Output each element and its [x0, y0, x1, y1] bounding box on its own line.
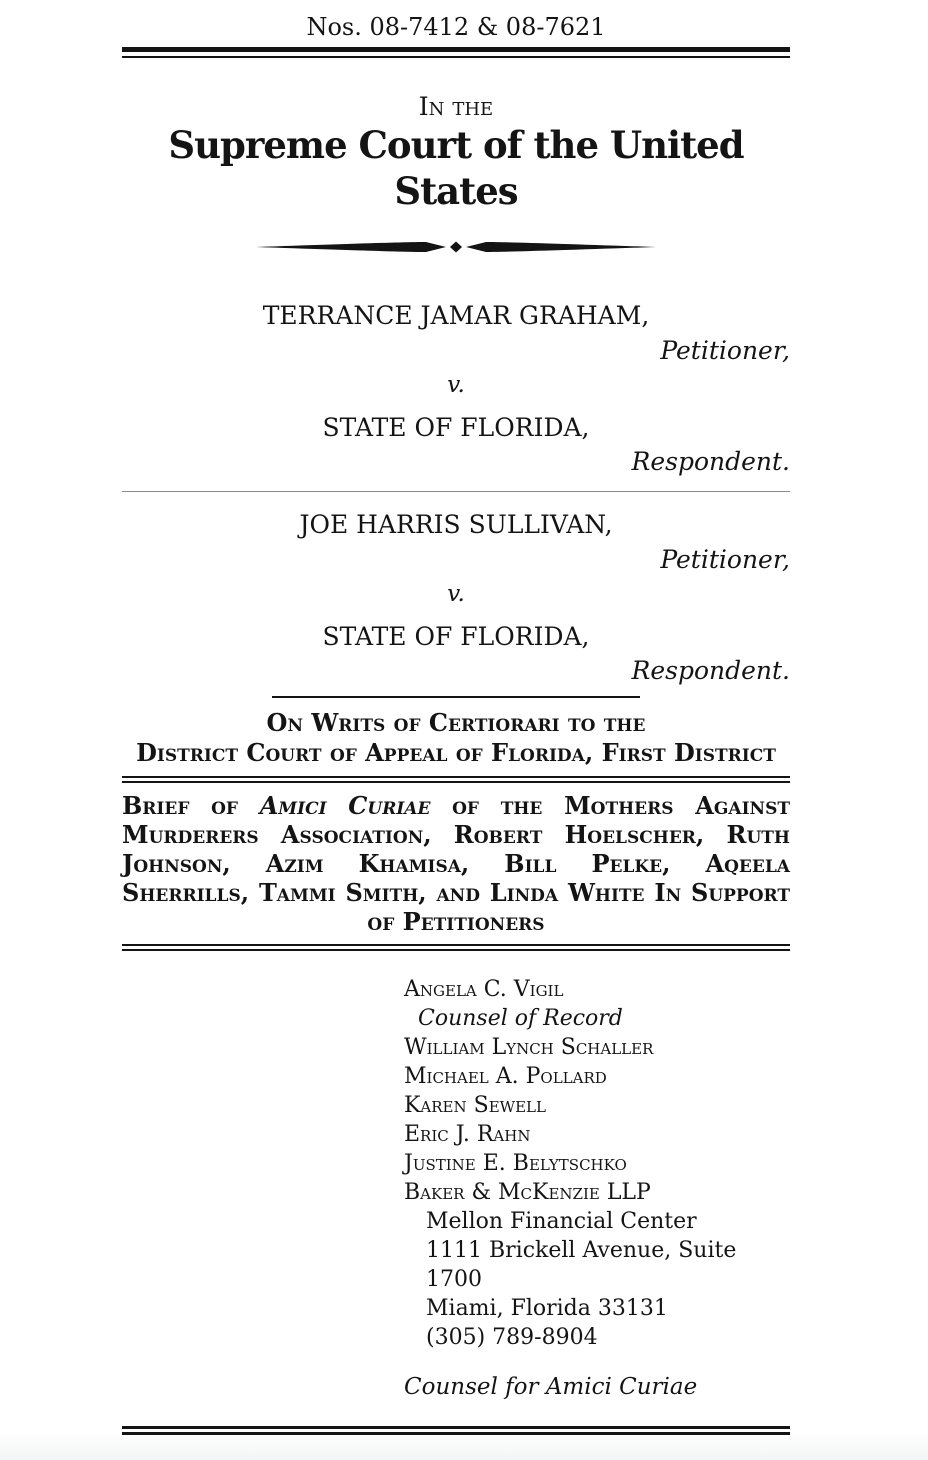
docket-numbers: Nos. 08-7412 & 08-7621 — [306, 13, 606, 41]
counsel-name: Eric J. Rahn — [404, 1122, 531, 1147]
petitioner-role: Petitioner, — [660, 545, 790, 574]
counsel-of-record-label: Counsel of Record — [418, 1006, 623, 1031]
petitioner-name: JOE HARRIS SULLIVAN, — [299, 510, 613, 539]
brief-title-lead: Brief of — [122, 791, 260, 820]
respondent-role: Respondent. — [631, 447, 790, 476]
counsel-block — [404, 975, 790, 1352]
petitioner-role: Petitioner, — [660, 336, 790, 365]
counsel-name: Michael A. Pollard — [404, 1064, 607, 1089]
address-line: Mellon Financial Center — [426, 1209, 697, 1234]
respondent-name: STATE OF FLORIDA, — [322, 622, 590, 651]
versus-label: v. — [447, 372, 465, 398]
page-bottom-rule — [122, 1426, 790, 1435]
caption-closing-line — [272, 696, 640, 698]
top-rule-thick — [122, 47, 790, 52]
respondent-name: STATE OF FLORIDA, — [322, 413, 590, 442]
writ-line-1: On Writs of Certiorari to the — [266, 708, 646, 737]
respondent-role: Respondent. — [631, 656, 790, 685]
case-caption-sullivan — [122, 510, 790, 686]
brief-title — [122, 791, 790, 936]
petitioner-name: TERRANCE JAMAR GRAHAM, — [262, 301, 650, 330]
top-rule-thin — [122, 56, 790, 58]
counsel-name: Angela C. Vigil — [404, 977, 564, 1002]
counsel-name: William Lynch Schaller — [404, 1035, 654, 1060]
spindle-ornament-icon — [254, 238, 658, 256]
page-edge-shadow — [0, 1435, 928, 1460]
address-line: 1111 Brickell Avenue, Suite 1700 — [426, 1238, 737, 1292]
brief-title-amici-curiae: Amici Curiae — [259, 791, 431, 820]
writ-statement — [122, 708, 790, 768]
phone-number: (305) 789-8904 — [426, 1325, 598, 1350]
address-line: Miami, Florida 33131 — [426, 1296, 668, 1321]
counsel-signature: Counsel for Amici Curiae — [404, 1374, 698, 1400]
law-firm-name: Baker & McKenzie LLP — [404, 1180, 651, 1205]
court-title: Supreme Court of the United States — [168, 123, 744, 213]
title-bottom-rule — [122, 944, 790, 951]
title-top-rule — [122, 776, 790, 783]
writ-line-2: District Court of Appeal of Florida, First District — [136, 738, 776, 767]
case-divider-line — [122, 491, 790, 492]
brief-cover-page — [122, 0, 790, 1435]
in-the-label: In the — [418, 92, 494, 121]
case-caption-graham — [122, 301, 790, 477]
versus-label: v. — [447, 581, 465, 607]
brief-title-rest: of the Mothers Against Murderers Association, Robert Hoelscher, Ruth Johnson, Azim Khamisa, Bill Pelke, Aqeela Sherrills, Tammi Smith, and Linda White In Support of Petitioners — [122, 791, 790, 936]
counsel-name: Karen Sewell — [404, 1093, 546, 1118]
counsel-name: Justine E. Belytschko — [404, 1151, 627, 1176]
